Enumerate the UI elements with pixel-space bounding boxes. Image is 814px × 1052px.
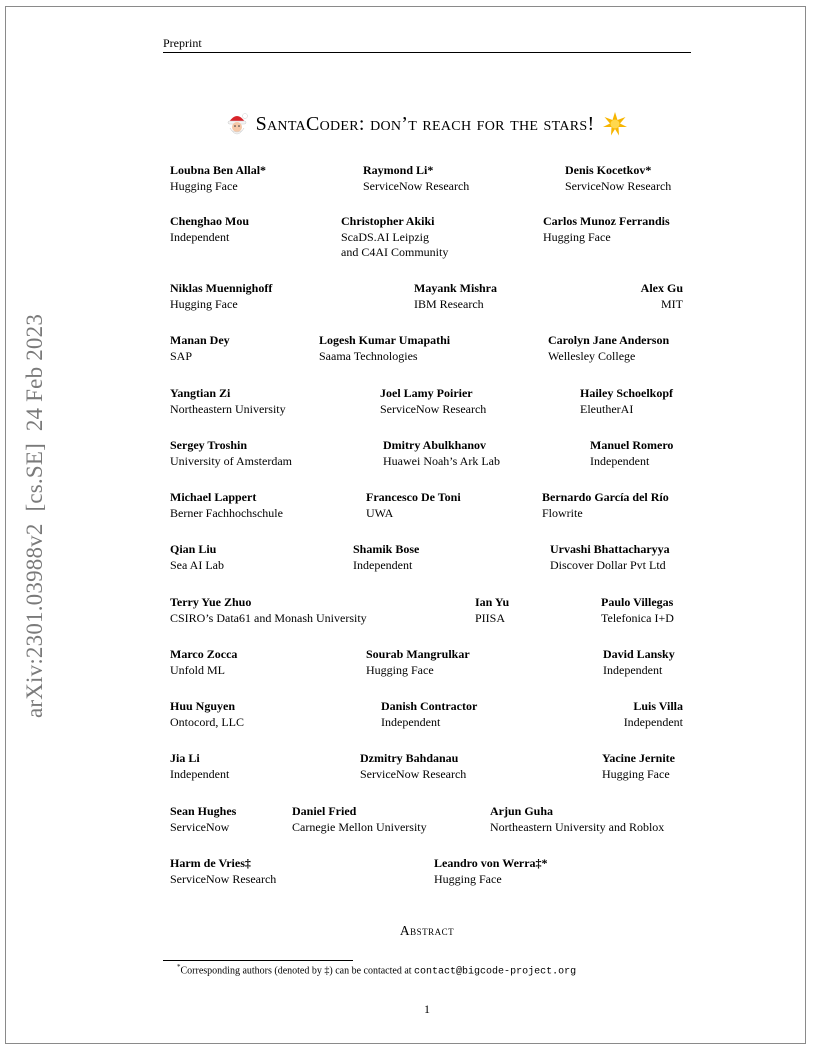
- paper-title-block: [163, 109, 691, 139]
- author-name: Christopher Akiki: [341, 214, 435, 228]
- author-affiliation: ServiceNow Research: [380, 401, 487, 416]
- arxiv-identifier: [22, 314, 48, 718]
- author-entry: [170, 542, 224, 573]
- author-name: Dmitry Abulkhanov: [383, 438, 487, 452]
- author-affiliation: Wellesley College: [548, 348, 636, 363]
- author-entry: [170, 856, 276, 887]
- author-affiliation: IBM Research: [414, 296, 484, 311]
- author-name: Daniel Fried: [292, 804, 357, 818]
- author-name: Shamik Bose: [353, 542, 420, 556]
- arxiv-identifier-text: arXiv:2301.03988v2 [cs.SE] 24 Feb 2023: [22, 313, 47, 719]
- author-entry: [170, 751, 229, 782]
- author-affiliation: Independent: [170, 229, 230, 244]
- author-entry: [641, 281, 683, 312]
- author-affiliation: ScaDS.AI Leipzig: [341, 229, 429, 244]
- author-entry: [542, 490, 669, 521]
- author-affiliation: Berner Fachhochschule: [170, 505, 283, 520]
- author-affiliation: ServiceNow Research: [360, 766, 467, 781]
- author-entry: [381, 699, 477, 730]
- author-entry: [590, 438, 673, 469]
- author-affiliation: Hugging Face: [170, 178, 238, 193]
- author-entry: [170, 438, 292, 469]
- author-name: Alex Gu: [640, 281, 683, 295]
- author-entry: [434, 856, 548, 887]
- running-header: Preprint: [163, 36, 202, 50]
- author-affiliation: ServiceNow: [170, 819, 230, 834]
- author-entry: [170, 163, 266, 194]
- author-name: Leandro von Werra‡*: [434, 856, 548, 870]
- author-name: Danish Contractor: [381, 699, 478, 713]
- author-entry: [341, 214, 448, 261]
- author-name: Yacine Jernite: [602, 751, 675, 765]
- author-name: Sean Hughes: [170, 804, 237, 818]
- author-affiliation: Independent: [603, 662, 663, 677]
- author-entry: [383, 438, 500, 469]
- author-entry: [414, 281, 497, 312]
- author-entry: [170, 804, 236, 835]
- page-number: 1: [424, 1002, 430, 1016]
- author-name: Sergey Troshin: [170, 438, 248, 452]
- author-name: Logesh Kumar Umapathi: [319, 333, 451, 347]
- author-name: Ian Yu: [475, 595, 510, 609]
- author-entry: [548, 333, 669, 364]
- author-affiliation: Unfold ML: [170, 662, 225, 677]
- author-name: Manuel Romero: [590, 438, 674, 452]
- author-name: Michael Lappert: [170, 490, 257, 504]
- author-affiliation: Saama Technologies: [319, 348, 418, 363]
- author-entry: [170, 333, 230, 364]
- author-entry: [490, 804, 664, 835]
- author-entry: [580, 386, 673, 417]
- author-entry: [363, 163, 469, 194]
- author-affiliation: Independent: [353, 557, 413, 572]
- author-entry: [170, 595, 367, 626]
- author-entry: [170, 699, 244, 730]
- author-affiliation: Northeastern University: [170, 401, 286, 416]
- author-name: Carolyn Jane Anderson: [548, 333, 670, 347]
- author-entry: [292, 804, 427, 835]
- author-name: Francesco De Toni: [366, 490, 461, 504]
- author-affiliation: ServiceNow Research: [170, 871, 277, 886]
- author-entry: [475, 595, 509, 626]
- author-name: David Lansky: [603, 647, 675, 661]
- footnote-marker: *: [177, 963, 181, 971]
- author-entry: [624, 699, 683, 730]
- author-entry: [601, 595, 674, 626]
- author-affiliation: Independent: [590, 453, 650, 468]
- author-affiliation: Hugging Face: [434, 871, 502, 886]
- footnote-text: Corresponding authors (denoted by ‡) can be contacted at: [180, 965, 415, 977]
- author-name: Marco Zocca: [170, 647, 238, 661]
- author-entry: [353, 542, 419, 573]
- author-entry: [603, 647, 675, 678]
- author-entry: [565, 163, 671, 194]
- author-affiliation: Independent: [170, 766, 230, 781]
- author-affiliation: MIT: [661, 296, 683, 311]
- author-entry: [366, 647, 470, 678]
- author-name: Loubna Ben Allal*: [170, 163, 267, 177]
- author-name: Niklas Muennighoff: [170, 281, 273, 295]
- author-affiliation: Sea AI Lab: [170, 557, 224, 572]
- author-affiliation: Flowrite: [542, 505, 583, 520]
- author-affiliation: ServiceNow Research: [565, 178, 672, 193]
- author-entry: [170, 490, 283, 521]
- santa-icon: [226, 112, 248, 136]
- author-entry: [360, 751, 466, 782]
- author-name: Raymond Li*: [363, 163, 434, 177]
- author-name: Bernardo García del Río: [542, 490, 669, 504]
- author-name: Terry Yue Zhuo: [170, 595, 252, 609]
- author-name: Luis Villa: [633, 699, 683, 713]
- footnote-rule: [163, 960, 353, 961]
- author-name: Hailey Schoelkopf: [580, 386, 674, 400]
- author-name: Carlos Munoz Ferrandis: [543, 214, 670, 228]
- author-entry: [170, 214, 249, 245]
- author-entry: [543, 214, 670, 245]
- author-affiliation: EleutherAI: [580, 401, 634, 416]
- author-affiliation: CSIRO’s Data61 and Monash University: [170, 610, 367, 625]
- page-frame: [5, 6, 806, 1044]
- author-entry: [602, 751, 675, 782]
- author-affiliation: PIISA: [475, 610, 506, 625]
- author-name: Huu Nguyen: [170, 699, 236, 713]
- author-affiliation: Ontocord, LLC: [170, 714, 244, 729]
- author-entry: [550, 542, 670, 573]
- author-name: Chenghao Mou: [170, 214, 250, 228]
- author-affiliation: ServiceNow Research: [363, 178, 470, 193]
- author-affiliation: Northeastern University and Roblox: [490, 819, 665, 834]
- author-affiliation: UWA: [366, 505, 394, 520]
- author-entry: [170, 647, 237, 678]
- author-affiliation: Hugging Face: [602, 766, 670, 781]
- author-affiliation-continued: and C4AI Community: [341, 245, 449, 259]
- author-affiliation: Independent: [381, 714, 441, 729]
- author-affiliation: University of Amsterdam: [170, 453, 292, 468]
- author-name: Harm de Vries‡: [170, 856, 251, 870]
- author-name: Yangtian Zi: [170, 386, 231, 400]
- author-affiliation: Discover Dollar Pvt Ltd: [550, 557, 666, 572]
- header-rule: [163, 52, 691, 53]
- author-affiliation: Telefonica I+D: [601, 610, 674, 625]
- author-entry: [170, 281, 272, 312]
- author-affiliation: Independent: [623, 714, 683, 729]
- author-entry: [366, 490, 461, 521]
- author-affiliation: Hugging Face: [543, 229, 611, 244]
- author-name: Dzmitry Bahdanau: [360, 751, 459, 765]
- author-name: Qian Liu: [170, 542, 217, 556]
- author-name: Arjun Guha: [490, 804, 554, 818]
- author-name: Denis Kocetkov*: [565, 163, 652, 177]
- author-affiliation: Hugging Face: [366, 662, 434, 677]
- contact-email-link[interactable]: contact@bigcode-project.org: [414, 966, 577, 978]
- author-name: Urvashi Bhattacharyya: [550, 542, 670, 556]
- paper-title: SantaCoder: don’t reach for the stars!: [255, 112, 595, 135]
- author-entry: [170, 386, 286, 417]
- author-name: Paulo Villegas: [601, 595, 674, 609]
- author-name: Joel Lamy Poirier: [380, 386, 473, 400]
- author-entry: [319, 333, 450, 364]
- author-affiliation: Hugging Face: [170, 296, 238, 311]
- abstract-heading: Abstract: [399, 923, 455, 938]
- footnote: [177, 963, 576, 977]
- author-name: Mayank Mishra: [414, 281, 498, 295]
- author-affiliation: Carnegie Mellon University: [292, 819, 427, 834]
- author-name: Sourab Mangrulkar: [366, 647, 470, 661]
- star-icon: [602, 111, 628, 137]
- author-name: Jia Li: [170, 751, 200, 765]
- author-affiliation: SAP: [170, 348, 193, 363]
- author-affiliation: Huawei Noah’s Ark Lab: [383, 453, 500, 468]
- author-entry: [380, 386, 486, 417]
- author-name: Manan Dey: [170, 333, 230, 347]
